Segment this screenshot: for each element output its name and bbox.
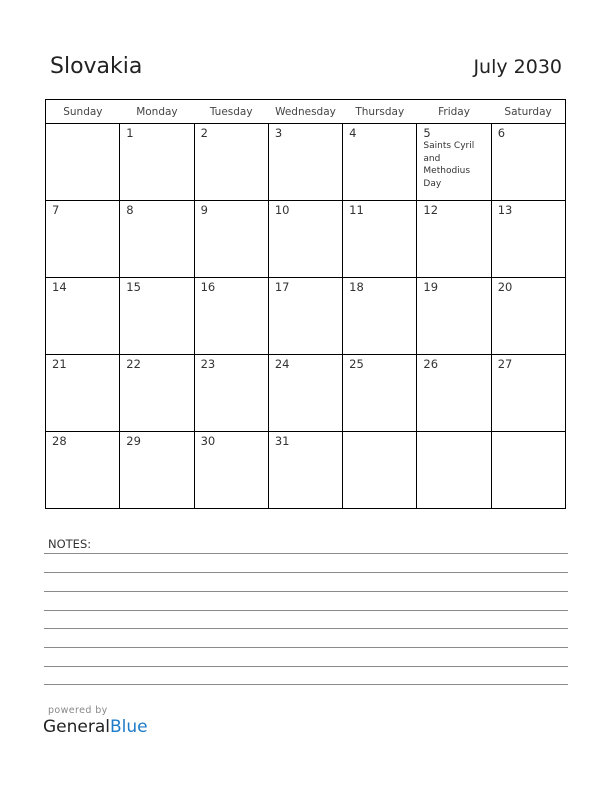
- country-title: Slovakia: [50, 54, 143, 79]
- day-number: 31: [274, 434, 290, 448]
- powered-by-text: powered by: [48, 705, 108, 716]
- day-cell: [268, 355, 342, 432]
- day-number: 4: [349, 126, 357, 140]
- day-number: 7: [52, 203, 60, 217]
- day-number: 30: [200, 434, 216, 448]
- day-cell: [268, 124, 342, 201]
- day-number: 2: [200, 126, 208, 140]
- day-cell: [343, 201, 417, 278]
- day-cell: [491, 124, 565, 201]
- notes-line: [44, 610, 568, 611]
- day-cell: [46, 432, 120, 509]
- day-number: 25: [349, 357, 364, 371]
- weekday-tuesday: Tuesday: [194, 100, 268, 124]
- day-cell: [46, 124, 120, 201]
- day-cell: [46, 278, 120, 355]
- notes-line: [44, 572, 568, 573]
- day-cell: [343, 432, 417, 509]
- day-number: 20: [497, 280, 513, 294]
- day-cell: [194, 355, 268, 432]
- day-cell: [46, 201, 120, 278]
- week-row: [46, 355, 566, 432]
- day-number: 18: [349, 280, 364, 294]
- generalblue-logo: [43, 717, 148, 737]
- weekday-sunday: Sunday: [46, 100, 120, 124]
- day-number: 23: [200, 357, 216, 371]
- notes-line: [44, 628, 568, 629]
- day-cell: [417, 124, 491, 201]
- day-cell: [194, 201, 268, 278]
- day-number: 8: [126, 203, 134, 217]
- day-number: 13: [497, 203, 513, 217]
- notes-line: [44, 647, 568, 648]
- day-cell: [491, 432, 565, 509]
- day-cell: [120, 355, 194, 432]
- brand-blue: Blue: [110, 717, 148, 737]
- weekday-saturday: Saturday: [491, 100, 565, 124]
- day-number: 24: [274, 357, 290, 371]
- day-cell: [417, 278, 491, 355]
- day-number: 6: [497, 126, 506, 140]
- day-cell: [491, 355, 565, 432]
- day-number: 22: [126, 357, 141, 371]
- day-cell: [417, 432, 491, 509]
- day-number: 16: [200, 280, 216, 294]
- holiday-label: Saints Cyril and Methodius Day: [423, 141, 475, 189]
- notes-line: [44, 553, 568, 554]
- day-cell: [343, 278, 417, 355]
- day-number: [417, 432, 490, 434]
- day-number: [343, 432, 416, 434]
- day-cell: [120, 201, 194, 278]
- day-cell: [343, 124, 417, 201]
- day-number: 15: [126, 280, 141, 294]
- calendar-grid: [45, 99, 566, 509]
- week-row: [46, 278, 566, 355]
- notes-label: NOTES:: [48, 537, 92, 551]
- notes-line: [44, 666, 568, 667]
- day-cell: [120, 278, 194, 355]
- weekday-friday: Friday: [417, 100, 491, 124]
- day-number: 17: [274, 280, 290, 294]
- day-number: 27: [497, 357, 513, 371]
- day-number: 11: [349, 203, 364, 217]
- day-number: 1: [126, 126, 134, 140]
- day-cell: [268, 278, 342, 355]
- day-cell: [417, 355, 491, 432]
- day-cell: [194, 278, 268, 355]
- weekday-wednesday: Wednesday: [268, 100, 342, 124]
- day-number: 19: [423, 280, 439, 294]
- day-number: [46, 124, 119, 126]
- day-cell: [120, 124, 194, 201]
- day-cell: [194, 432, 268, 509]
- day-cell: [194, 124, 268, 201]
- day-cell: [268, 432, 342, 509]
- weekday-thursday: Thursday: [343, 100, 417, 124]
- day-number: 21: [52, 357, 67, 371]
- day-number: 29: [126, 434, 141, 448]
- notes-line: [44, 684, 568, 685]
- day-number: 12: [423, 203, 439, 217]
- day-number: 5: [423, 126, 431, 140]
- day-cell: [120, 432, 194, 509]
- day-number: 3: [274, 126, 283, 140]
- week-row: [46, 432, 566, 509]
- day-number: 14: [52, 280, 67, 294]
- month-year-title: July 2030: [473, 56, 562, 78]
- week-row: [46, 124, 566, 201]
- weekday-header-row: [46, 100, 566, 124]
- day-cell: [46, 355, 120, 432]
- week-row: [46, 201, 566, 278]
- day-cell: [343, 355, 417, 432]
- brand-general: General: [43, 717, 110, 737]
- day-cell: [417, 201, 491, 278]
- day-number: 9: [200, 203, 208, 217]
- day-number: 26: [423, 357, 439, 371]
- day-cell: [491, 278, 565, 355]
- day-number: [492, 432, 565, 434]
- day-number: 28: [52, 434, 67, 448]
- day-number: 10: [274, 203, 290, 217]
- day-cell: [268, 201, 342, 278]
- notes-line: [44, 591, 568, 592]
- weekday-monday: Monday: [120, 100, 194, 124]
- day-cell: [491, 201, 565, 278]
